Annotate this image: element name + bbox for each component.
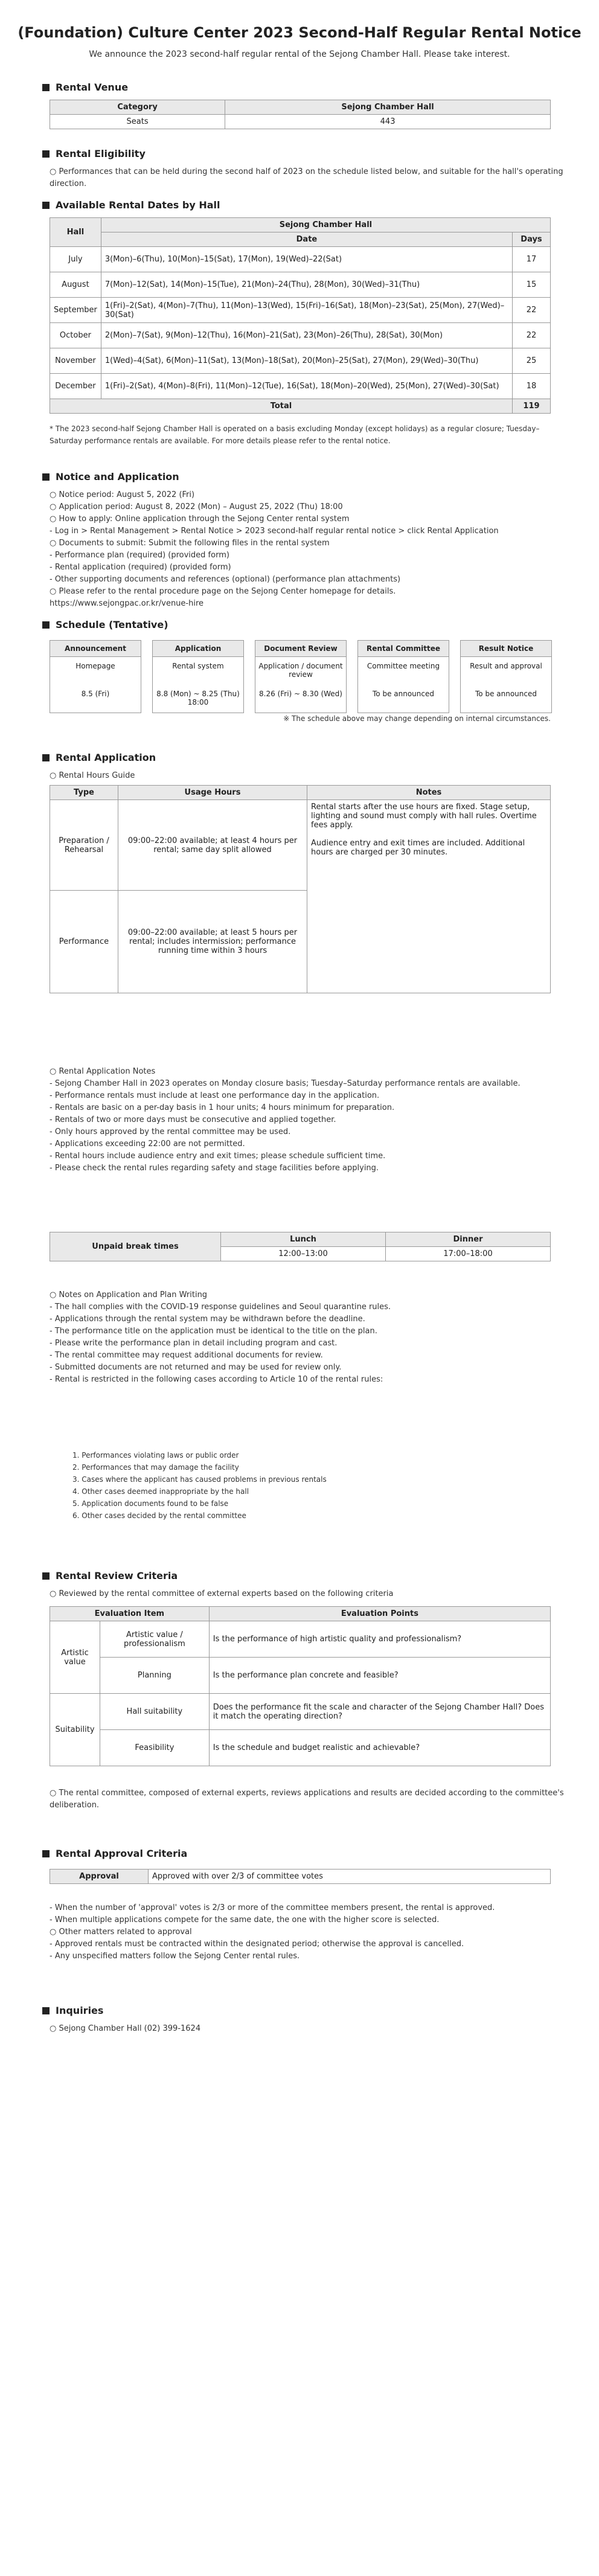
break-header-dinner: Dinner (386, 1232, 551, 1247)
text-line: https://www.sejongpac.or.kr/venue-hire (50, 599, 204, 608)
step-date: 8.5 (Fri) (81, 690, 110, 698)
text-line: - Log in > Rental Management > Rental Notice > 2023 second-half regular rental notice > click Rental Application (50, 527, 499, 536)
rental-row1-type: Preparation / Rehearsal (50, 800, 118, 891)
section-eligibility: Rental Eligibility (42, 148, 146, 159)
dates-count: 17 (513, 247, 551, 272)
rental-row1-hours: 09:00–22:00 available; at least 4 hours per rental; same day split allowed (118, 800, 307, 891)
dates-count: 18 (513, 374, 551, 399)
text-line: - The performance title on the application must be identical to the title on the plan. (50, 1327, 377, 1336)
text-line: - Rental hours include audience entry and exit times; please schedule sufficient time. (50, 1152, 386, 1161)
review-point: Does the performance fit the scale and character of the Sejong Chamber Hall? Does it match the operating direction? (209, 1694, 550, 1730)
review-sub: ○ Reviewed by the rental committee of external experts based on the following criteria (50, 1589, 394, 1598)
review-row (50, 1730, 551, 1766)
text-line: - Rentals of two or more days must be consecutive and applied together. (50, 1115, 336, 1124)
text-line: - Performance plan (required) (provided form) (50, 551, 229, 560)
text-line: - The hall complies with the COVID-19 response guidelines and Seoul quarantine rules. (50, 1302, 391, 1312)
step-date: To be announced (373, 690, 434, 698)
schedule-step (460, 640, 552, 713)
application-lines (50, 489, 569, 610)
step-header: Result Notice (461, 641, 551, 657)
dates-dates: 1(Fri)–2(Sat), 4(Mon)–7(Thu), 11(Mon)–13(Wed), 15(Fri)–16(Sat), 18(Mon)–23(Sat), 25(Mon), 27(Wed)–30(Sat) (101, 298, 512, 323)
dates-month: September (50, 298, 101, 323)
section-review: Rental Review Criteria (42, 1570, 178, 1581)
section-schedule: Schedule (Tentative) (42, 619, 168, 630)
review-item: Feasibility (100, 1730, 210, 1766)
dates-count: 25 (513, 348, 551, 374)
rental-header-hours: Usage Hours (118, 786, 307, 800)
approval-label: Approval (50, 1870, 149, 1884)
text-line: - When the number of 'approval' votes is 2/3 or more of the committee members present, the rental is approved. (50, 1903, 495, 1912)
section-inquiries: Inquiries (42, 2005, 103, 2016)
dates-dates: 1(Fri)–2(Sat), 4(Mon)–8(Fri), 11(Mon)–12(Tue), 16(Sat), 18(Mon)–20(Wed), 25(Mon), 27(Wed)–30(Sat) (101, 374, 512, 399)
section-bullet-icon (42, 473, 50, 481)
section-bullet-icon (42, 1572, 50, 1580)
step-date: 8.26 (Fri) ~ 8.30 (Wed) (259, 690, 342, 698)
step-header: Document Review (255, 641, 346, 657)
restriction-list (72, 1449, 556, 1522)
review-row (50, 1694, 551, 1730)
schedule-step (357, 640, 449, 713)
plan-notes (50, 1289, 569, 1386)
step-date: To be announced (475, 690, 537, 698)
text-line: ○ How to apply: Online application through the Sejong Center rental system (50, 514, 350, 524)
review-header-points: Evaluation Points (209, 1607, 550, 1621)
step-date: 8.8 (Mon) ~ 8.25 (Thu) 18:00 (156, 690, 240, 706)
review-note: ○ The rental committee, composed of external experts, reviews applications and results are decided according to the committee's deliberation. (50, 1789, 564, 1810)
text-line: 2. Performances that may damage the facility (72, 1463, 239, 1472)
text-line: - Other supporting documents and references (optional) (performance plan attachments) (50, 575, 401, 584)
section-venue: Rental Venue (42, 82, 128, 93)
section-bullet-icon (42, 1850, 50, 1857)
text-line: - Submitted documents are not returned and may be used for review only. (50, 1363, 342, 1372)
rental-notes-cell (307, 800, 551, 993)
step-body: Homepage (75, 662, 115, 670)
text-line: - Please write the performance plan in detail including program and cast. (50, 1339, 338, 1348)
schedule-note: ※ The schedule above may change depending on internal circumstances. (283, 714, 551, 723)
review-header-item: Evaluation Item (50, 1607, 210, 1621)
dates-row (50, 298, 551, 323)
review-table (50, 1606, 551, 1766)
dates-dates: 3(Mon)–6(Thu), 10(Mon)–15(Sat), 17(Mon), 19(Wed)–22(Sat) (101, 247, 512, 272)
break-dinner: 17:00–18:00 (386, 1247, 551, 1261)
schedule-step (255, 640, 347, 713)
page-title: (Foundation) Culture Center 2023 Second-Half Regular Rental Notice (18, 24, 581, 41)
page-subtitle: We announce the 2023 second-half regular rental of the Sejong Chamber Hall. Please take interest. (89, 50, 510, 59)
section-rental: Rental Application (42, 752, 156, 763)
dates-dates: 2(Mon)–7(Sat), 9(Mon)–12(Thu), 16(Mon)–21(Sat), 23(Mon)–26(Thu), 28(Sat), 30(Mon) (101, 323, 512, 348)
rental-row1-notes: Rental starts after the use hours are fixed. Stage setup, lighting and sound must comply with hall rules. Overtime fees apply. (311, 803, 537, 830)
text-line: - Applications through the rental system may be withdrawn before the deadline. (50, 1315, 365, 1324)
rental-sub: ○ Rental Hours Guide (50, 771, 135, 780)
dates-total-label: Total (50, 399, 513, 414)
inquiry-line: ○ Sejong Chamber Hall (02) 399-1624 (50, 2024, 201, 2033)
text-line: - Rentals are basic on a per-day basis in 1 hour units; 4 hours minimum for preparation. (50, 1103, 395, 1112)
schedule-step (152, 640, 244, 713)
text-line: 3. Cases where the applicant has caused problems in previous rentals (72, 1475, 327, 1484)
text-line: - Rental application (required) (provided form) (50, 563, 231, 572)
rental-header-type: Type (50, 786, 118, 800)
approval-lines (50, 1902, 569, 1962)
step-body: Committee meeting (367, 662, 440, 670)
rental-row2-type: Performance (50, 891, 118, 993)
text-line: - The rental committee may request additional documents for review. (50, 1351, 323, 1360)
rental-notes (50, 1066, 569, 1174)
dates-table (50, 217, 551, 414)
text-line: - Approved rentals must be contracted within the designated period; otherwise the approval is cancelled. (50, 1940, 464, 1949)
text-line: ○ Other matters related to approval (50, 1927, 192, 1937)
dates-header-days: Days (513, 232, 551, 247)
dates-row (50, 247, 551, 272)
dates-header-date: Date (101, 232, 512, 247)
text-line: ○ Documents to submit: Submit the following files in the rental system (50, 539, 330, 548)
dates-header-hall: Hall (50, 218, 101, 247)
section-bullet-icon (42, 621, 50, 629)
text-line: 1. Performances violating laws or public order (72, 1451, 239, 1459)
text-line: ○ Notes on Application and Plan Writing (50, 1290, 208, 1299)
review-point: Is the performance plan concrete and feasible? (209, 1658, 550, 1694)
text-line: - Performance rentals must include at least one performance day in the application. (50, 1091, 380, 1100)
section-approval: Rental Approval Criteria (42, 1848, 187, 1859)
section-application: Notice and Application (42, 471, 179, 482)
review-row (50, 1658, 551, 1694)
dates-month: December (50, 374, 101, 399)
section-dates: Available Rental Dates by Hall (42, 199, 220, 211)
review-item: Artistic value / professionalism (100, 1621, 210, 1658)
dates-month: August (50, 272, 101, 298)
step-header: Application (153, 641, 243, 657)
venue-header-hall: Sejong Chamber Hall (225, 100, 551, 115)
break-header-lunch: Lunch (221, 1232, 386, 1247)
venue-table (50, 100, 551, 129)
dates-header-chamber: Sejong Chamber Hall (101, 218, 550, 232)
text-line: - Applications exceeding 22:00 are not permitted. (50, 1139, 245, 1149)
dates-dates: 1(Wed)–4(Sat), 6(Mon)–11(Sat), 13(Mon)–18(Sat), 20(Mon)–25(Sat), 27(Mon), 29(Wed)–30(Thu) (101, 348, 512, 374)
text-line: 6. Other cases decided by the rental committee (72, 1511, 246, 1520)
dates-row (50, 374, 551, 399)
text-line: 4. Other cases deemed inappropriate by the hall (72, 1487, 249, 1496)
eligibility-text: ○ Performances that can be held during the second half of 2023 on the schedule listed below, and suitable for the hall's operating direction. (50, 167, 563, 188)
dates-month: November (50, 348, 101, 374)
venue-cell-label: Seats (50, 115, 225, 129)
text-line: - When multiple applications compete for the same date, the one with the higher score is selected. (50, 1915, 440, 1924)
dates-count: 22 (513, 323, 551, 348)
text-line: - Sejong Chamber Hall in 2023 operates on Monday closure basis; Tuesday–Saturday performance rentals are available. (50, 1079, 521, 1088)
dates-row (50, 323, 551, 348)
dates-total: 119 (513, 399, 551, 414)
text-line: ○ Application period: August 8, 2022 (Mon) – August 25, 2022 (Thu) 18:00 (50, 502, 343, 511)
text-line: 5. Application documents found to be false (72, 1499, 229, 1508)
text-line: - Please check the rental rules regarding safety and stage facilities before applying. (50, 1164, 379, 1173)
dates-note: * The 2023 second-half Sejong Chamber Hall is operated on a basis excluding Monday (except holidays) as a regular closure; Tuesday–Saturday performance rentals are available. For more details please refer to the rental notice. (50, 425, 540, 445)
schedule-step (50, 640, 141, 713)
approval-value: Approved with over 2/3 of committee votes (149, 1870, 551, 1884)
text-line: ○ Notice period: August 5, 2022 (Fri) (50, 490, 195, 499)
rental-row2-notes: Audience entry and exit times are included. Additional hours are charged per 30 minutes. (311, 839, 525, 857)
break-lunch: 12:00–13:00 (221, 1247, 386, 1261)
dates-count: 22 (513, 298, 551, 323)
dates-count: 15 (513, 272, 551, 298)
review-item: Hall suitability (100, 1694, 210, 1730)
text-line: ○ Please refer to the rental procedure page on the Sejong Center homepage for details. (50, 587, 396, 596)
dates-month: October (50, 323, 101, 348)
dates-row (50, 348, 551, 374)
review-group: Suitability (50, 1694, 100, 1766)
section-bullet-icon (42, 754, 50, 761)
text-line: - Any unspecified matters follow the Sejong Center rental rules. (50, 1952, 300, 1961)
review-point: Is the schedule and budget realistic and achievable? (209, 1730, 550, 1766)
step-body: Result and approval (470, 662, 542, 670)
step-header: Rental Committee (358, 641, 449, 657)
rental-header-notes: Notes (307, 786, 551, 800)
dates-month: July (50, 247, 101, 272)
section-bullet-icon (42, 84, 50, 91)
schedule-steps (50, 640, 552, 713)
venue-cell-seats: 443 (225, 115, 551, 129)
text-line: ○ Rental Application Notes (50, 1067, 156, 1076)
step-body: Rental system (172, 662, 224, 670)
venue-header-category: Category (50, 100, 225, 115)
review-group: Artistic value (50, 1621, 100, 1694)
dates-dates: 7(Mon)–12(Sat), 14(Mon)–15(Tue), 21(Mon)–24(Thu), 28(Mon), 30(Wed)–31(Thu) (101, 272, 512, 298)
break-label: Unpaid break times (50, 1232, 221, 1261)
text-line: - Rental is restricted in the following cases according to Article 10 of the rental rules: (50, 1375, 383, 1384)
approval-table (50, 1869, 551, 1884)
step-body: Application / document review (258, 662, 343, 679)
section-bullet-icon (42, 202, 50, 209)
rental-hours-table (50, 785, 551, 993)
step-header: Announcement (50, 641, 141, 657)
rental-row2-hours: 09:00–22:00 available; at least 5 hours per rental; includes intermission; performance running time within 3 hours (118, 891, 307, 993)
text-line: - Only hours approved by the rental committee may be used. (50, 1127, 291, 1136)
review-point: Is the performance of high artistic quality and professionalism? (209, 1621, 550, 1658)
review-item: Planning (100, 1658, 210, 1694)
section-bullet-icon (42, 2007, 50, 2014)
review-row (50, 1621, 551, 1658)
break-table (50, 1232, 551, 1261)
dates-row (50, 272, 551, 298)
section-bullet-icon (42, 150, 50, 158)
